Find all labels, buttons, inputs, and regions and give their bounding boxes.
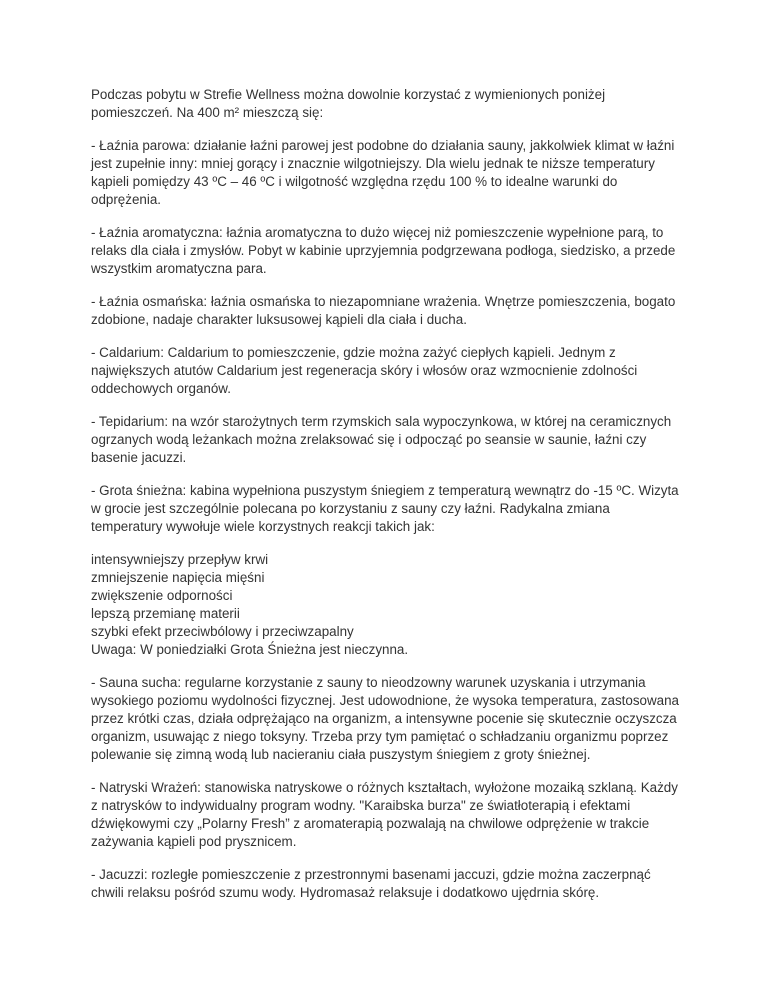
section-ottoman-bath: - Łaźnia osmańska: łaźnia osmańska to niezapomniane wrażenia. Wnętrze pomieszczenia, bogato zdobione, nadaje charakter luksusowej kąpieli dla ciała i ducha. [91,294,676,327]
benefit-item: zmniejszenie napięcia mięśni [91,570,265,585]
benefit-item: szybki efekt przeciwbólowy i przeciwzapalny [91,624,354,639]
section-caldarium: - Caldarium: Caldarium to pomieszczenie, gdzie można zażyć ciepłych kąpieli. Jednym z największych atutów Caldarium jest regeneracja skóry i włosów oraz wzmocnienie zdolności oddechowych organów. [91,345,638,396]
benefit-item: lepszą przemianę materii [91,606,240,621]
benefits-list [91,551,681,659]
section-experience-showers: - Natryski Wrażeń: stanowiska natryskowe o różnych kształtach, wyłożone mozaiką szklaną. Każdy z natrysków to indywidualny program wodny. "Karaibska burza" ze światłoterapią i efektami dźwiękowymi czy „Polarny Fresh” z aromaterapią pozwalają na chwilowe odprężenie w trakcie zażywania kąpieli pod prysznicem. [91,780,678,849]
section-tepidarium: - Tepidarium: na wzór starożytnych term rzymskich sala wypoczynkowa, w której na ceramicznych ogrzanych wodą leżankach można zrelaksować się i odpocząć po seansie w saunie, łaźni czy basenie jacuzzi. [91,414,672,465]
benefit-item: zwiększenie odporności [91,588,233,603]
section-steam-bath: - Łaźnia parowa: działanie łaźni parowej jest podobne do działania sauny, jakkolwiek klimat w łaźni jest zupełnie inny: mniej gorący i znacznie wilgotniejszy. Dla wielu jednak te niższe temperatury kąpieli pomiędzy 43 ºC – 46 ºC i wilgotność względna rzędu 100 % to idealne warunki do odprężenia. [91,138,675,207]
benefit-item: intensywniejszy przepływ krwi [91,552,269,567]
section-snow-grotto: - Grota śnieżna: kabina wypełniona puszystym śniegiem z temperaturą wewnątrz do -15 ºC. Wizyta w grocie jest szczególnie polecana po korzystaniu z sauny czy łaźni. Radykalna zmiana temperatury wywołuje wiele korzystnych reakcji takich jak: [91,483,679,534]
section-aromatic-bath: - Łaźnia aromatyczna: łaźnia aromatyczna to dużo więcej niż pomieszczenie wypełnione parą, to relaks dla ciała i zmysłów. Pobyt w kabinie uprzyjemnia podgrzewana podłoga, siedzisko, a przede wszystkim aromatyczna para. [91,225,676,276]
section-dry-sauna: - Sauna sucha: regularne korzystanie z sauny to nieodzowny warunek uzyskania i utrzymania wysokiego poziomu wydolności fizycznej. Jest udowodnione, że wysoka temperatura, zastosowana przez krótki czas, działa odprężająco na organizm, a intensywne pocenie się skutecznie oczyszcza organizm, usuwając z niego toksyny. Trzeba przy tym pamiętać o schładzaniu organizmu poprzez polewanie się zimną wodą lub nacieraniu ciała puszystym śniegiem z groty śnieżnej. [91,675,679,762]
notice-line: Uwaga: W poniedziałki Grota Śnieżna jest nieczynna. [91,642,409,657]
section-jacuzzi: - Jacuzzi: rozległe pomieszczenie z przestronnymi basenami jaccuzi, gdzie można zaczerpnąć chwili relaksu pośród szumu wody. Hydromasaż relaksuje i dodatkowo ujędrnia skórę. [91,867,651,900]
intro-paragraph: Podczas pobytu w Strefie Wellness można dowolnie korzystać z wymienionych poniżej pomieszczeń. Na 400 m² mieszczą się: [91,87,606,120]
document-page [91,86,681,917]
